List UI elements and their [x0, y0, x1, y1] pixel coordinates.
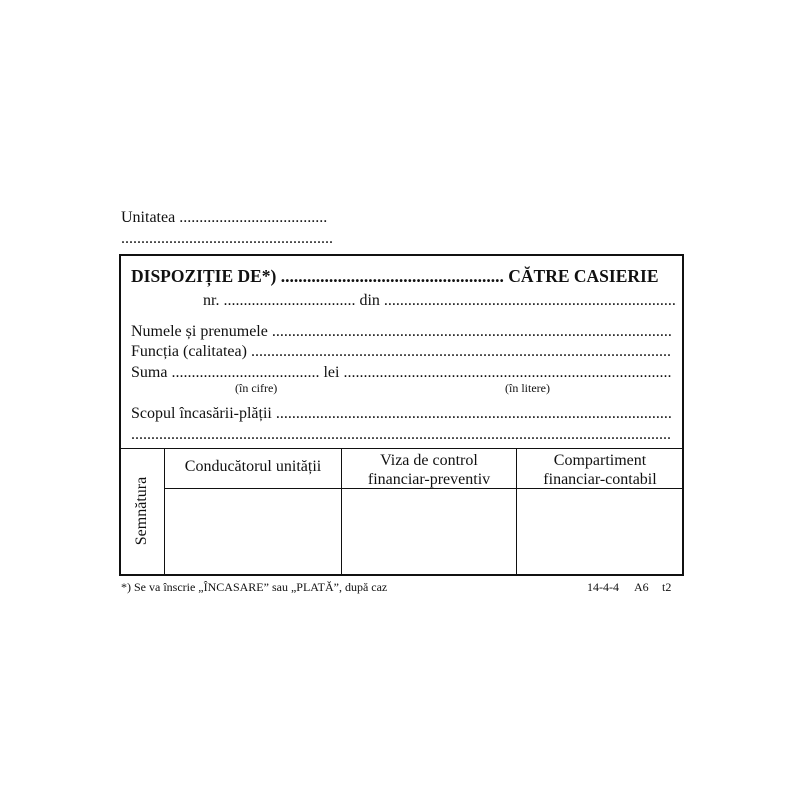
din-label: din [359, 292, 380, 309]
signature-col-head-control [342, 451, 516, 489]
lei-label: lei [323, 364, 340, 381]
signature-table-top-border [120, 448, 683, 449]
in-letters-hint: (în litere) [505, 381, 550, 395]
purpose-field [131, 405, 672, 423]
unit-dots: ..................................... [179, 209, 328, 226]
purpose-field-line2 [131, 426, 672, 444]
control-line1: Viza de control [380, 452, 478, 469]
form-title-dots: ................................................... [280, 266, 504, 286]
form-code-1: 14-4-4 [587, 580, 619, 594]
accounting-line2: financiar-contabil [543, 471, 657, 488]
name-field [131, 323, 672, 341]
signature-row-label: Semnătura [133, 476, 150, 546]
nr-dots: ................................. [223, 292, 356, 309]
function-label: Funcția (calitatea) [131, 343, 247, 360]
control-line2: financiar-preventiv [367, 471, 491, 488]
form-title [131, 266, 676, 287]
form-title-right: CĂTRE CASIERIE [508, 266, 659, 286]
form-title-left: DISPOZIȚIE DE*) [131, 266, 277, 286]
form-code-2: A6 [634, 580, 649, 594]
form-code-3: t2 [662, 580, 672, 594]
sum-dots: ..................................... [171, 364, 320, 381]
name-label: Numele și prenumele [131, 323, 268, 340]
unit-label: Unitatea [121, 209, 176, 226]
unit-dots-line2: ..................................................... [121, 230, 333, 247]
number-date-line [203, 292, 677, 310]
signature-col-head-accounting [517, 451, 683, 489]
in-figures-hint: (în cifre) [235, 381, 278, 395]
accounting-line1: Compartiment [553, 452, 647, 469]
function-field [131, 343, 672, 361]
unit-line [121, 209, 327, 227]
signature-col-head-manager: Conducătorul unității [184, 458, 322, 475]
sum-field [131, 364, 672, 382]
nr-label: nr. [203, 292, 220, 309]
sum-label: Suma [131, 364, 168, 381]
footnote: *) Se va înscrie „ÎNCASARE” sau „PLATĂ”, după caz [121, 580, 388, 594]
purpose-label: Scopul încasării-plății [131, 405, 272, 422]
